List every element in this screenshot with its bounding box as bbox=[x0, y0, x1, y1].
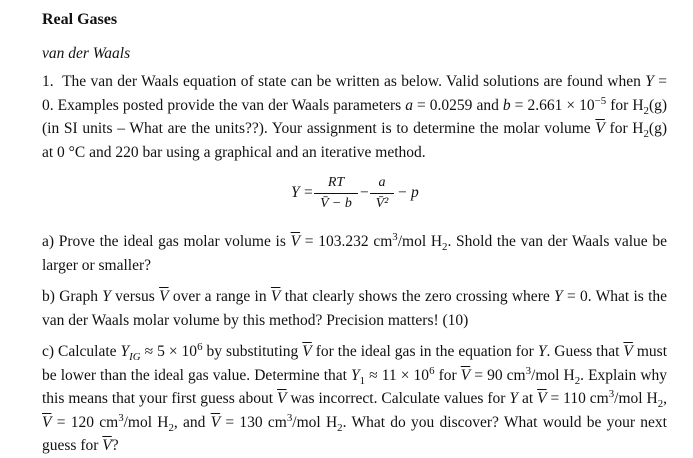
equation-pressure: p bbox=[411, 184, 419, 201]
page-title: Real Gases bbox=[42, 11, 118, 28]
part-b-text: b) Graph Y versus $\overline{V}$ over a range in $\overline{V}$ that clearly shows the zero crossing where Y = 0. What is the van der Waals molar volume by this method? Precision matters! (10) bbox=[42, 288, 668, 329]
equation-minus: − bbox=[360, 184, 369, 201]
equation-minus-2: − bbox=[398, 184, 407, 201]
part-c-text: c) Calculate $Y_{IG} \approx 5 \times 10^6$ by substituting $\overline{V}$ for the ideal gas in the equation for Y. Guess that $\overline{V}$ must be lower than the ideal gas value. Determine that $Y_1 \approx 11 \times 10^6$ for $\overline{V} = 90$ $cm^3$/mol $H_2$. Explain why this means that your first guess about $\overline{V}$ was incorrect. Calculate values for Y at $\overline{V} = 110$ $cm^3$/mol $H_2$, $\overline{V} = 120$ $cm^3$/mol $H_2$, and $\overline{V} = 130$ $cm^3$/mol $H_2$. What do you discover? What would be your next guess for $\overline{V}$? bbox=[42, 340, 668, 454]
part-a-text: a) Prove the ideal gas molar volume is $\overline{V} = 103.232$ $cm^3$/mol $H_2$. Shold the van der Waals value be larger or smaller? bbox=[42, 230, 667, 274]
section-subtitle: van der Waals bbox=[42, 45, 131, 62]
equation-fraction-a: a V̄² bbox=[370, 174, 394, 213]
equation-equals: = bbox=[304, 184, 313, 201]
question-1-text: 1. The van der Waals equation of state can be written as below. Valid solutions are found when Y = 0. Examples posted provide the van der Waals parameters a = 0.0259 and $b = 2.661 \times 10^{-5}$ for $H_2(g)$ (in SI units – What are the units??). Your assignment is to determine the molar volume $\overline{V}$ for $H_2(g)$ at 0 °C and 220 bar using a graphical and an iterative method. bbox=[42, 73, 668, 161]
equation-fraction-rt: RT V̄ − b bbox=[314, 174, 358, 213]
equation-lhs: Y bbox=[291, 184, 300, 201]
van-der-waals-equation bbox=[0, 172, 693, 214]
question-number: 1. bbox=[42, 73, 54, 90]
